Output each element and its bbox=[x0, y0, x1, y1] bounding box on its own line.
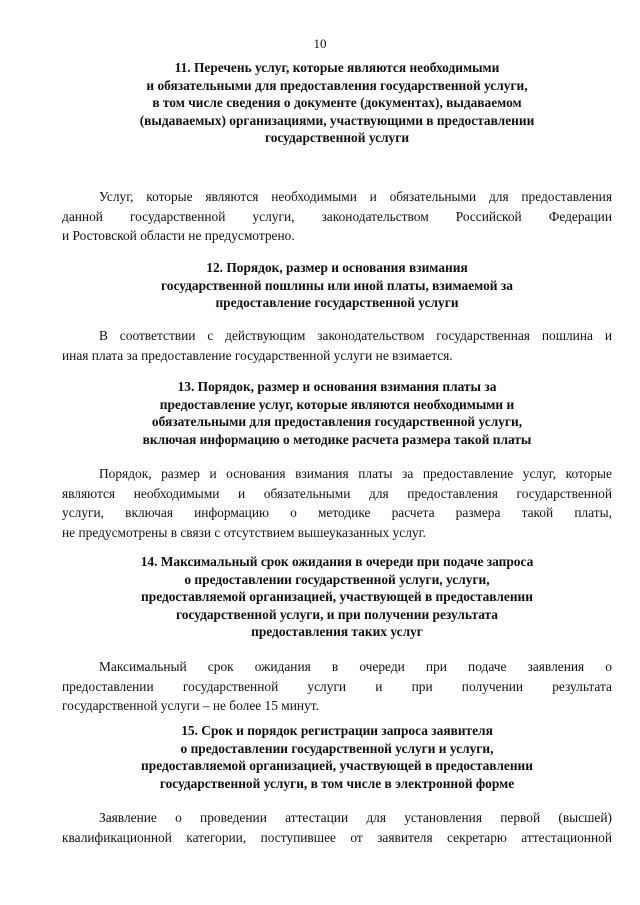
heading-line: и обязательными для предоставления государственной услуги, bbox=[146, 77, 528, 93]
section-11-paragraph bbox=[62, 187, 612, 246]
heading-line: о предоставлении государственной услуги, услуги, bbox=[184, 571, 490, 587]
section-15-heading bbox=[62, 722, 612, 792]
heading-line: 11. Перечень услуг, которые являются необходимыми bbox=[174, 60, 500, 75]
heading-line: 13. Порядок, размер и основания взимания платы за bbox=[177, 379, 497, 394]
paragraph-line: услуги, включая информацию о методике расчета размера такой платы, bbox=[62, 505, 612, 520]
section-14-paragraph bbox=[62, 657, 612, 716]
paragraph-line: государственной услуги – не более 15 минут. bbox=[62, 698, 319, 713]
heading-line: 14. Максимальный срок ожидания в очереди при подаче запроса bbox=[140, 554, 534, 569]
paragraph-line: Заявление о проведении аттестации для установления первой (высшей) bbox=[99, 810, 612, 825]
section-15-paragraph bbox=[62, 808, 612, 847]
section-14-heading bbox=[62, 553, 612, 641]
heading-line: государственной услуги bbox=[264, 130, 410, 145]
paragraph-line: и Ростовской области не предусмотрено. bbox=[62, 228, 295, 243]
heading-line: предоставляемой организацией, участвующей в предоставлении bbox=[141, 589, 533, 604]
section-13-paragraph bbox=[62, 464, 612, 542]
paragraph-line: предоставлении государственной услуги и при получении результата bbox=[62, 678, 612, 694]
paragraph-line: Услуг, которые являются необходимыми и обязательными для предоставления bbox=[99, 189, 612, 204]
heading-line: включая информацию о методике расчета размера такой платы bbox=[142, 431, 532, 447]
heading-line: обязательными для предоставления государственной услуги, bbox=[151, 414, 523, 429]
heading-line: предоставление государственной услуги bbox=[215, 295, 459, 310]
section-11-heading bbox=[62, 59, 612, 147]
heading-line: 15. Срок и порядок регистрации запроса заявителя bbox=[181, 723, 493, 738]
page-number: 10 bbox=[313, 36, 327, 51]
paragraph-line: не предусмотрены в связи с отсутствием вышеуказанных услуг. bbox=[62, 524, 426, 540]
heading-line: 12. Порядок, размер и основания взимания bbox=[206, 260, 468, 275]
heading-line: государственной пошлины или иной платы, взимаемой за bbox=[161, 277, 513, 293]
paragraph-line: данной государственной услуги, законодательством Российской Федерации bbox=[62, 208, 612, 224]
heading-line: государственной услуги, и при получении результата bbox=[176, 606, 498, 622]
heading-line: государственной услуги, в том числе в электронной форме bbox=[159, 775, 515, 791]
heading-line: в том числе сведения о документе (документах), выдаваемом bbox=[152, 95, 522, 110]
heading-line: предоставляемой организацией, участвующей в предоставлении bbox=[141, 758, 533, 773]
section-12-paragraph bbox=[62, 326, 612, 365]
paragraph-line: являются необходимыми и обязательными для предоставления государственной bbox=[62, 485, 612, 501]
heading-line: предоставления таких услуг bbox=[251, 624, 423, 639]
paragraph-line: иная плата за предоставление государственной услуги не взимается. bbox=[62, 347, 453, 363]
heading-line: (выдаваемых) организациями, участвующими в предоставлении bbox=[139, 112, 535, 128]
paragraph-line: В соответствии с действующим законодательством государственная пошлина и bbox=[99, 328, 612, 343]
paragraph-line: квалификационной категории, поступившее от заявителя секретарю аттестационной bbox=[62, 829, 612, 845]
section-12-heading bbox=[62, 259, 612, 312]
paragraph-line: Максимальный срок ожидания в очереди при подаче заявления о bbox=[99, 659, 612, 674]
section-13-heading bbox=[62, 378, 612, 448]
heading-line: о предоставлении государственной услуги и услуги, bbox=[180, 740, 494, 756]
heading-line: предоставление услуг, которые являются необходимыми и bbox=[159, 396, 515, 412]
paragraph-line: Порядок, размер и основания взимания платы за предоставление услуг, которые bbox=[99, 466, 612, 481]
